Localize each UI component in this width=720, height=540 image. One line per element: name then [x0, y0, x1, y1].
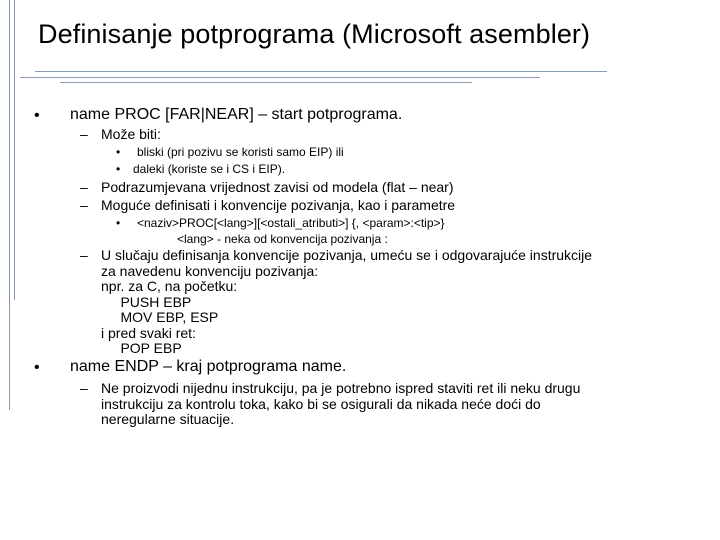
dash-marker: –	[80, 126, 88, 142]
sub-bullet-text-line: PUSH EBP	[101, 293, 192, 310]
bullet-marker: •	[34, 107, 40, 124]
sub-bullet-text: Moguće definisati i konvencije pozivanja, kao i parametre	[101, 197, 456, 213]
small-bullet-marker: •	[116, 145, 121, 159]
title-underline-3	[60, 82, 472, 83]
bullet-marker: •	[34, 359, 40, 376]
sub-bullet-text-line: za navedenu konvenciju pozivanja:	[101, 262, 319, 279]
dash-marker: –	[80, 247, 88, 263]
sub-bullet-text-line: MOV EBP, ESP	[101, 309, 219, 325]
frame-vertical-line-inner	[14, 0, 15, 300]
sub-bullet-text-line: Ne proizvodi nijednu instrukciju, pa je potrebno ispred staviti ret ili neku drugu	[101, 380, 581, 396]
sub-bullet-text-line: i pred svaki ret:	[101, 324, 196, 341]
small-bullet-marker: •	[116, 216, 121, 230]
sub-bullet-text: Podrazumjevana vrijednost zavisi od modela (flat – near)	[101, 179, 454, 195]
slide-title: Definisanje potprograma (Microsoft asembler)	[38, 19, 591, 49]
bullet-text: name PROC [FAR|NEAR] – start potprograma.	[70, 106, 403, 123]
sub-bullet-text-line: neregularne situacije.	[101, 411, 235, 427]
dash-marker: –	[80, 380, 88, 396]
sub-bullet-text-line: npr. za C, na početku:	[101, 278, 238, 294]
small-bullet-marker: •	[116, 162, 121, 176]
title-underline-1	[35, 71, 607, 72]
dash-marker: –	[80, 197, 88, 213]
bullet-text: name ENDP – kraj potprograma name.	[70, 358, 347, 375]
sub-bullet-text: Može biti:	[101, 126, 161, 142]
dash-marker: –	[80, 179, 88, 195]
sub-bullet-text-line: POP EBP	[101, 340, 182, 356]
sub-bullet-text-line: U slučaju definisanja konvencije pozivanja, umeću se i odgovarajuće instrukcije	[101, 247, 593, 263]
sub-sub-bullet-text: daleki (koriste se i CS i EIP).	[133, 162, 286, 176]
sub-bullet-text-line: instrukciju za kontrolu toka, kako bi se osigurali da nikada neće doći do	[101, 395, 541, 412]
title-underline-2	[20, 77, 540, 78]
sub-sub-bullet-text-line: <lang> - neka od konvencija pozivanja :	[137, 232, 388, 246]
sub-sub-bullet-text: bliski (pri pozivu se koristi samo EIP) ili	[137, 145, 344, 159]
sub-sub-bullet-text-line: <naziv>PROC[<lang>][<ostali_atributi>] {, <param>:<tip>}	[137, 216, 445, 230]
frame-vertical-line	[9, 0, 10, 410]
